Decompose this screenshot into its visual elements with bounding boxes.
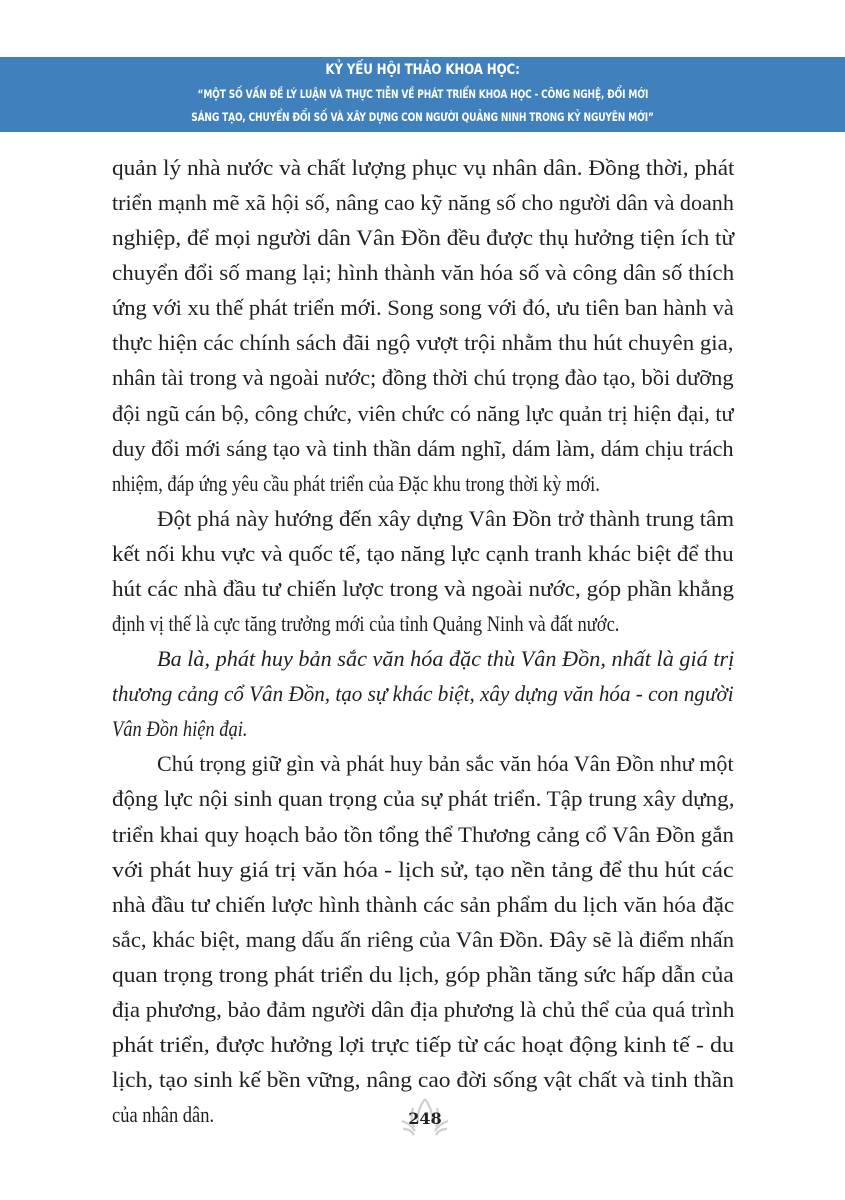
page-number: 248 [408,1109,442,1128]
text-line: Vân Đồn hiện đại. [112,716,248,742]
text-line: nhà đầu tư chiến lược hình thành các sản phẩm du lịch văn hóa đặc [112,891,735,917]
text-line: thực hiện các chính sách đãi ngộ vượt trội nhằm thu hút chuyên gia, [112,330,734,356]
text-line: quản lý nhà nước và chất lượng phục vụ nhân dân. Đồng thời, phát [112,155,735,180]
text-line: nhân tài trong và ngoài nước; đồng thời chú trọng đào tạo, bồi dưỡng [112,365,734,391]
text-line: nhiệm, đáp ứng yêu cầu phát triển của Đặc khu trong thời kỳ mới. [112,470,600,496]
conference-title-line-1 [0,87,845,101]
text-line: lịch, tạo sinh kế bền vững, nâng cao đời sống vật chất và tinh thần [112,1067,734,1093]
header-band [0,57,845,132]
conference-title-line-2 [0,110,845,124]
text-line: Đột phá này hướng đến xây dựng Vân Đồn trở thành trung tâm [157,505,735,531]
text-line: kết nối khu vực và quốc tế, tạo năng lực cạnh tranh khác biệt để thu [112,540,734,566]
text-line: chuyển đổi số mang lại; hình thành văn hóa số và công dân số thích [112,260,735,286]
text-line: duy đổi mới sáng tạo và tinh thần dám nghĩ, dám làm, dám chịu trách [112,435,734,461]
text-line: động lực nội sinh quan trọng của sự phát triển. Tập trung xây dựng, [112,786,735,812]
text-line: hút các nhà đầu tư chiến lược trong và ngoài nước, góp phần khẳng [112,575,734,601]
text-line: định vị thế là cực tăng trưởng mới của tỉnh Quảng Ninh và đất nước. [112,611,620,637]
text-line: quan trọng trong phát triển du lịch, góp phần tăng sức hấp dẫn của [112,961,734,987]
page-footer [380,1095,470,1145]
text-line: địa phương, bảo đảm người dân địa phương là chủ thể của quá trình [112,996,735,1022]
text-line: triển khai quy hoạch bảo tồn tổng thể Thương cảng cổ Vân Đồn gắn [112,821,734,847]
text-line: sắc, khác biệt, mang dấu ấn riêng của Vân Đồn. Đây sẽ là điểm nhấn [112,926,734,952]
text-line: Ba là, phát huy bản sắc văn hóa đặc thù Vân Đồn, nhất là giá trị [157,646,735,672]
conference-title-line-1-text: “MỘT SỐ VẤN ĐỀ LÝ LUẬN VÀ THỰC TIỄN VỀ PHÁT TRIỂN KHOA HỌC - CÔNG NGHỆ, ĐỔI MỚI [197,87,648,101]
text-line: đội ngũ cán bộ, công chức, viên chức có năng lực quản trị hiện đại, tư [112,400,734,426]
proceedings-title [0,62,845,78]
text-line: của nhân dân. [112,1102,215,1128]
text-line: phát triển, được hưởng lợi trực tiếp từ các hoạt động kinh tế - du [112,1032,735,1057]
text-line: thương cảng cổ Vân Đồn, tạo sự khác biệt, xây dựng văn hóa - con người [112,681,734,707]
text-line: nghiệp, để mọi người dân Vân Đồn đều được thụ hưởng tiện ích từ [112,225,735,251]
conference-title-line-2-text: SÁNG TẠO, CHUYỂN ĐỔI SỐ VÀ XÂY DỰNG CON NGƯỜI QUẢNG NINH TRONG KỶ NGUYÊN MỚI” [191,110,654,124]
text-line: ứng với xu thế phát triển mới. Song song với đó, ưu tiên ban hành và [112,295,734,321]
text-line: triển mạnh mẽ xã hội số, nâng cao kỹ năng số cho người dân và doanh [112,190,734,216]
text-line: Chú trọng giữ gìn và phát huy bản sắc văn hóa Vân Đồn như một [157,751,734,777]
text-line: với phát huy giá trị văn hóa - lịch sử, tạo nền tảng để thu hút các [112,856,734,882]
proceedings-title-text: KỶ YẾU HỘI THẢO KHOA HỌC: [325,62,520,78]
